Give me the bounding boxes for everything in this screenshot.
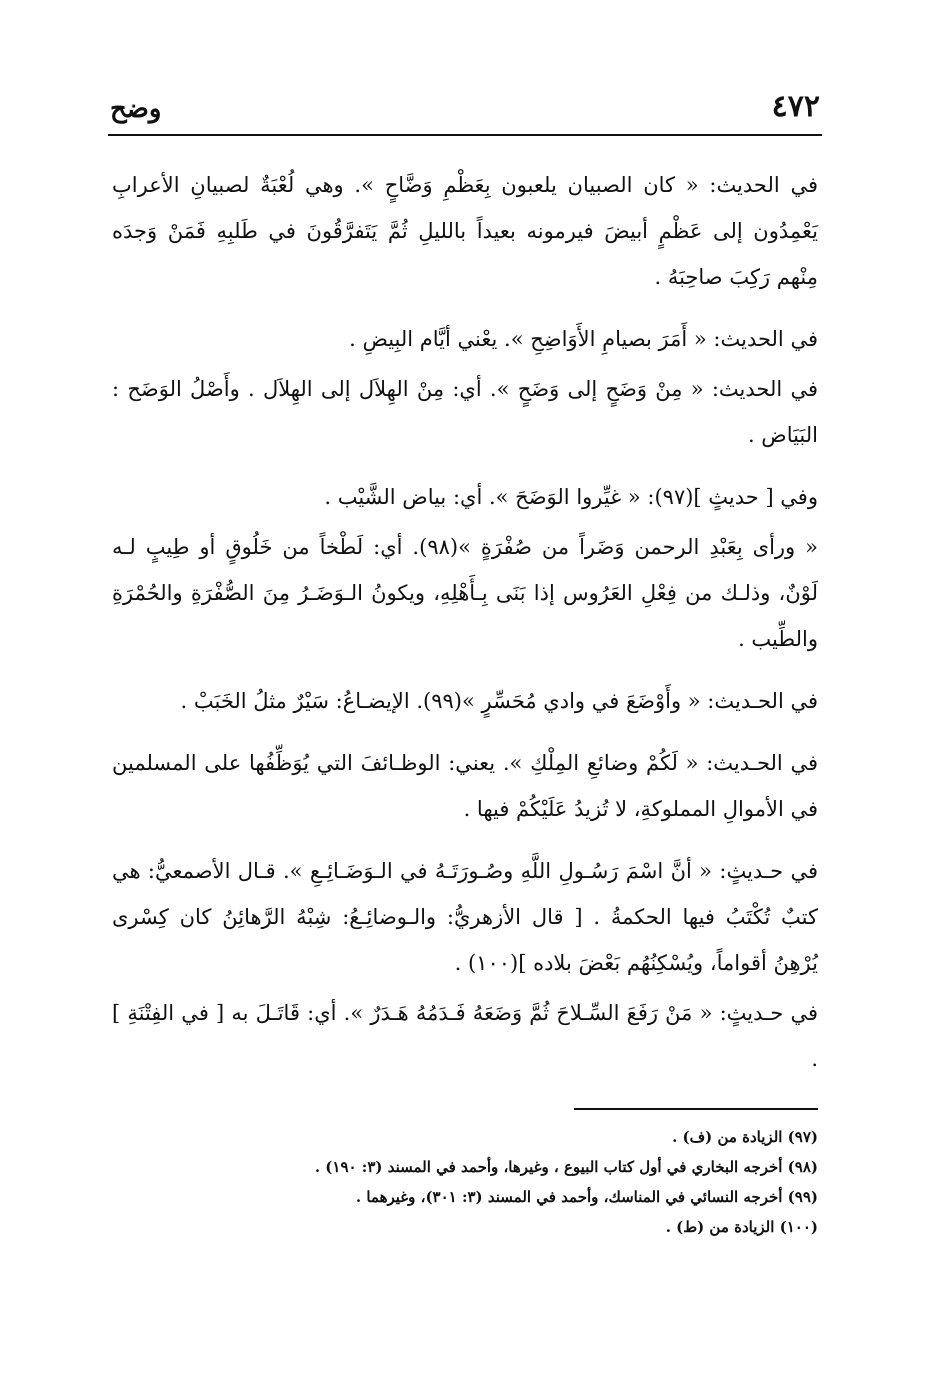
- entry-paragraph: في حـديثٍ: « أنَّ اسْمَ رَسُـولِ اللَّهِ وصُـورَتَـهُ في الـوَضَـائِـعِ ». قـال الأصمعيُّ: هي كتبٌ تُكْتَبُ فيها الحكمةُ . [ قال الأزهريُّ: والـوضائِـعُ: شِبْهُ الرَّهائِنُ كان كِسْرى يُرْهِنُ أقواماً، ويُسْكِنُهُم بَعْضَ بلاده ](١٠٠) .: [112, 859, 818, 975]
- footnote: (٩٧) الزيادة من (ف) .: [672, 1128, 818, 1146]
- footnotes: [112, 1122, 818, 1242]
- entry-paragraph: في الحـديث: « لَكُمْ وضائعِ المِلْكِ ». يعني: الوظـائفَ التي يُوَظِّفُها على المسلمين في الأموالِ المملوكةِ، لا تُزيدُ عَلَيْكُمْ فيها .: [112, 751, 818, 821]
- footnote: (١٠٠) الزيادة من (ط) .: [665, 1218, 818, 1236]
- footnote: (٩٩) أخرجه النسائي في المناسك، وأحمد في المسند (٣: ٣٠١)، وغيرهما .: [355, 1188, 818, 1206]
- entry-paragraph: في الحديث: « كان الصبيان يلعبون بِعَظْمِ وَضَّاحٍ ». وهي لُعْبَةٌ لصبيانِ الأعرابِ يَعْمِدُون إلى عَظْمٍ أبيضَ فيرمونه بعيداً بالليلِ ثُمَّ يَتَفرَّقُونَ في طَلبِهِ فَمَنْ وَجدَه مِنْهم رَكِبَ صاحِبَهُ .: [112, 173, 818, 289]
- entry-paragraph: في الحديث: « مِنْ وَضَحٍ إلى وَضَحٍ ». أي: مِنْ الهِلاَل إلى الهِلاَل . وأَصْلُ الوَضَح : البَيَاض .: [112, 377, 818, 447]
- entry-paragraph: وفي [ حديثٍ ](٩٧): « غيِّروا الوَضَحَ ». أي: بياض الشَّيْب .: [324, 485, 818, 509]
- footnote-separator: [574, 1108, 818, 1110]
- header-rule: [108, 134, 822, 136]
- running-headword: وضح: [110, 94, 162, 124]
- entry-paragraph: « ورأى بِعَبْدِ الرحمن وَضَراً من صُفْرَةٍ »(٩٨). أي: لَطْخاً من خَلُوقٍ أو طِيبٍ لـه لَوْنٌ، وذلـك من فِعْلِ العَرُوس إذا بَنَى بِـأَهْلِهِ، ويكونُ الـوَضَـرُ مِنَ الصُّفْرَةِ والحُمْرَةِ والطِّيب .: [112, 535, 818, 651]
- entry-paragraph: في الحديث: « أَمَرَ بصيامِ الأَوَاضِحِ ». يعْني أيَّام البِيضِ .: [349, 327, 818, 351]
- page-number: ٤٧٢: [771, 89, 820, 124]
- main-text: [112, 162, 818, 1082]
- entry-paragraph: في حـديثٍ: « مَنْ رَفَعَ السِّـلاحَ ثُمَّ وَضَعَهُ فَـدَمُهُ هَـدَرٌ ». أي: قَاتَـلَ به [ في الفِتْنَةِ ] .: [112, 1001, 818, 1071]
- footnote: (٩٨) أخرجه البخاري في أول كتاب البيوع ، وغيرها، وأحمد في المسند (٣: ١٩٠) .: [314, 1158, 818, 1176]
- entry-paragraph: في الحـديث: « وأَوْضَعَ في وادي مُحَسِّرٍ »(٩٩). الإيضـاعُ: سَيْرٌ مثلُ الخَبَبْ .: [180, 689, 818, 713]
- page-header: [110, 78, 820, 122]
